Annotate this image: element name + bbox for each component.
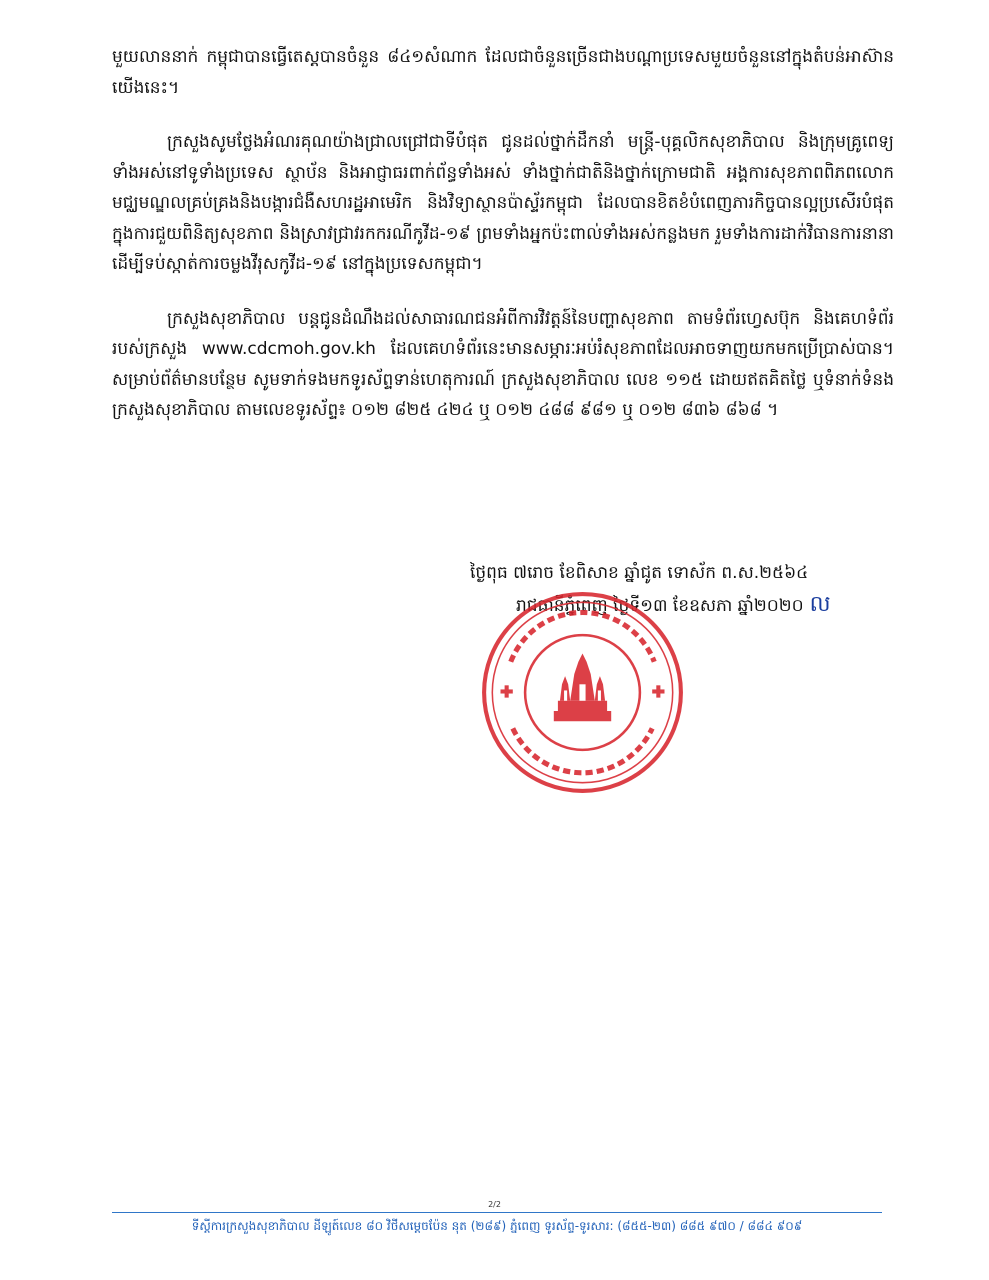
date-lunar: ថ្ងៃពុធ ៧រោច ខែពិសាខ ឆ្នាំជូត ទោស័ក ព.ស.២៥៦៤	[470, 563, 809, 583]
paragraph-2: ក្រសួងសូមថ្លែងអំណរគុណយ៉ាងជ្រាលជ្រៅជាទីបំផុត ជូនដល់ថ្នាក់ដឹកនាំ មន្ត្រី-បុគ្គលិកសុខាភិបាល និងក្រុមគ្រូពេទ្យទាំងអស់នៅទូទាំងប្រទេស ស្ថាប័ន និងអាជ្ញាធរពាក់ព័ន្ធទាំងអស់ ទាំងថ្នាក់ជាតិនិងថ្នាក់ក្រោមជាតិ អង្គការសុខភាពពិភពលោក មជ្ឈមណ្ឌលគ្រប់គ្រងនិងបង្ការជំងឺសហរដ្ឋអាមេរិក និងវិទ្យាស្ថានប៉ាស្ទ័រកម្ពុជា ដែលបានខិតខំបំពេញភារកិច្ចបានល្អប្រសើរបំផុត ក្នុងការជួយពិនិត្យសុខភាព និងស្រាវជ្រាវរកករណីកូវីដ-១៩ ព្រមទាំងអ្នកប៉ះពាល់ទាំងអស់កន្លងមក រួមទាំងការដាក់វិធានការនានា ដើម្បីទប់ស្កាត់ការចម្លងវីរុសកូវីដ-១៩ នៅក្នុងប្រទេសកម្ពុជា។	[112, 132, 894, 274]
footer-address: ទីស្តីការក្រសួងសុខាភិបាល ដីឡូត៍លេខ ៨០ វិថីសម្តេចប៉ែន នុត (២៨៩) ភ្នំពេញ ទូរស័ព្ទ-ទូរសារ: (៨៥៥-២៣) ៨៨៥ ៩៧០ / ៨៨៤ ៩០៩	[191, 1219, 803, 1233]
paragraph-1: មួយលាននាក់ កម្ពុជាបានធ្វើតេស្តបានចំនួន ៨៤១សំណាក ដែលជាចំនួនច្រើនជាងបណ្តាប្រទេសមួយចំនួននៅក្នុងតំបន់អាស៊ានយើងនេះ។	[112, 47, 894, 98]
letter-body	[112, 42, 894, 450]
date-solar: រាជធានីភ្នំពេញ ថ្ងៃទី១៣ ខែឧសភា ឆ្នាំ២០២០	[516, 596, 804, 616]
signature-initial: ល	[809, 592, 831, 617]
footer-divider	[112, 1212, 882, 1213]
page-number: 2/2	[488, 1200, 501, 1209]
paragraph-3: ក្រសួងសុខាភិបាល បន្តជូនដំណឹងដល់សាធារណជនអំពីការវិវត្តន៍នៃបញ្ហាសុខភាព តាមទំព័រហ្វេសប៊ុក និងគេហទំព័ររបស់ក្រសួង www.cdcmoh.gov.kh ដែលគេហទំព័រនេះមានសម្ភារៈអប់រំសុខភាពដែលអាចទាញយកមកប្រើប្រាស់បាន។ សម្រាប់ព័ត៌មានបន្ថែម សូមទាក់ទងមកទូរស័ព្ទទាន់ហេតុការណ៍ ក្រសួងសុខាភិបាល លេខ ១១៥ ដោយឥតគិតថ្លៃ ឬទំនាក់ទំនងក្រសួងសុខាភិបាល តាមលេខទូរស័ព្ទ៖ ០១២ ៨២៥ ៤២៤ ឬ ០១២ ៤៨៨ ៩៨១ ឬ ០១២ ៨៣៦ ៨៦៨ ។	[112, 308, 894, 420]
angkor-wat-seal-icon	[480, 590, 685, 795]
